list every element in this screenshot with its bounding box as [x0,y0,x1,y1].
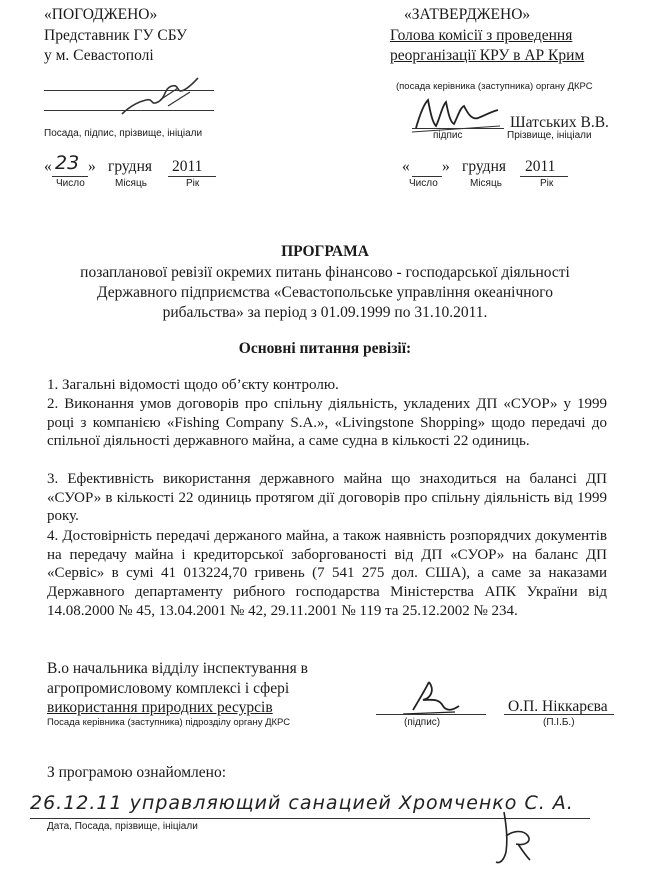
approval-right-label-name: Прізвище, ініціали [507,130,592,141]
list-item: 4. Достовірність передачі держаного майна, а також наявність розпорядчих документів на передачу майна і кредиторської заборгованості від ДП «СУОР» на баланс ДП «Сервіс» в сумі 41 013224,70 гривень (7 541 275 дол. США), а саме за наказами Державного департаменту рибного господарства Міністерства АПК України від 14.08.2000 № 45, 13.04.2001 № 42, 29.11.2001 № 119 та 25.12.2002 № 234. [47,528,607,619]
signoff-line3: використання природних ресурсів [47,699,273,716]
approval-left-day-open: « [44,158,52,175]
approval-left-label-year: Рік [186,178,200,189]
approval-right-label-month: Місяць [470,178,502,189]
approval-left-label-month: Місяць [115,178,147,189]
approval-right-sign-rule [412,128,504,129]
approval-right-line2: реорганізації КРУ в АР Крим [390,47,585,64]
approval-right-line1: Голова комісії з проведення [390,27,573,44]
approval-right-day-open: « [402,158,410,175]
approval-left-signature-icon [120,76,200,116]
approval-left-year: 2011 [172,158,203,175]
approval-right-label-sign: підпис [433,130,463,141]
signoff-caption: Посада керівника (заступника) підрозділу органу ДКРС [47,717,291,728]
approval-left-line1: Представник ГУ СБУ [44,27,188,44]
acknowledgement-handwritten: 26.12.11 управляющий санацией Хромченко С. А. [30,792,574,814]
list-item: 1. Загальні відомості щодо об’єкту контролю. [47,377,339,393]
acknowledgement-caption: Дата, Посада, прізвище, ініціали [47,821,198,832]
approval-right-label-day: Число [409,178,438,189]
acknowledgement-signature-icon [490,808,540,866]
approval-left-month: грудня [108,158,152,175]
program-title: ПРОГРАМА [281,243,369,260]
approval-left-day-close: » [88,158,96,175]
signoff-line2: агропромисловому комплексі і сфері [47,680,290,697]
list-item: 3. Ефективність використання державного майна що знаходиться на балансі ДП «СУОР» в кількості 22 одиниць протягом дії договорів про спільну діяльність від 1999 року. [47,471,607,525]
approval-left-caption: Посада, підпис, прізвище, ініціали [44,128,203,139]
signoff-line1: В.о начальника відділу інспектування в [47,660,308,677]
approval-right-heading: «ЗАТВЕРДЖЕНО» [404,6,531,23]
list-item: 2. Виконання умов договорів про спільну діяльність, укладених ДП «СУОР» у 1999 році з компанією «Fishing Company S.A.», «Livingstone Shopping» щодо передачі до спільної діяльності державного майна, а саме судна в кількості 22 одиниць. [47,396,607,450]
program-subtitle-line3: рибальства» за період з 01.09.1999 по 31.10.2011. [162,304,488,321]
section-heading: Основні питання ревізії: [238,340,412,357]
acknowledgement-heading: З програмою ознайомлено: [47,764,227,781]
program-subtitle-line1: позапланової ревізії окремих питань фінансово - господарської діяльності [80,264,570,281]
signoff-name-rule [504,714,614,715]
approval-right-name: Шатських В.В. [510,114,609,131]
approval-right-caption-position: (посада керівника (заступника) органу ДКРС [396,81,593,92]
approval-left-heading: «ПОГОДЖЕНО» [44,6,158,23]
approval-left-day-rule [52,176,88,177]
approval-right-year-rule [520,176,568,177]
approval-left-year-rule [168,176,216,177]
approval-left-day: 23 [55,152,80,174]
signoff-label-name: (П.І.Б.) [543,717,575,728]
signoff-name: О.П. Ніккарєва [508,698,608,715]
approval-left-label-day: Число [56,178,85,189]
approval-right-label-year: Рік [540,178,554,189]
approval-right-year: 2011 [525,158,556,175]
approval-right-day-close: » [442,158,450,175]
approval-right-day-rule [412,176,442,177]
program-subtitle-line2: Державного підприємства «Севастопольське управління океанічного [96,284,554,301]
approval-left-line2: у м. Севастополі [44,47,154,64]
signoff-signature-icon [395,676,465,716]
signoff-label-sign: (підпис) [404,717,441,728]
approval-right-month: грудня [462,158,506,175]
signoff-sign-rule [376,714,486,715]
